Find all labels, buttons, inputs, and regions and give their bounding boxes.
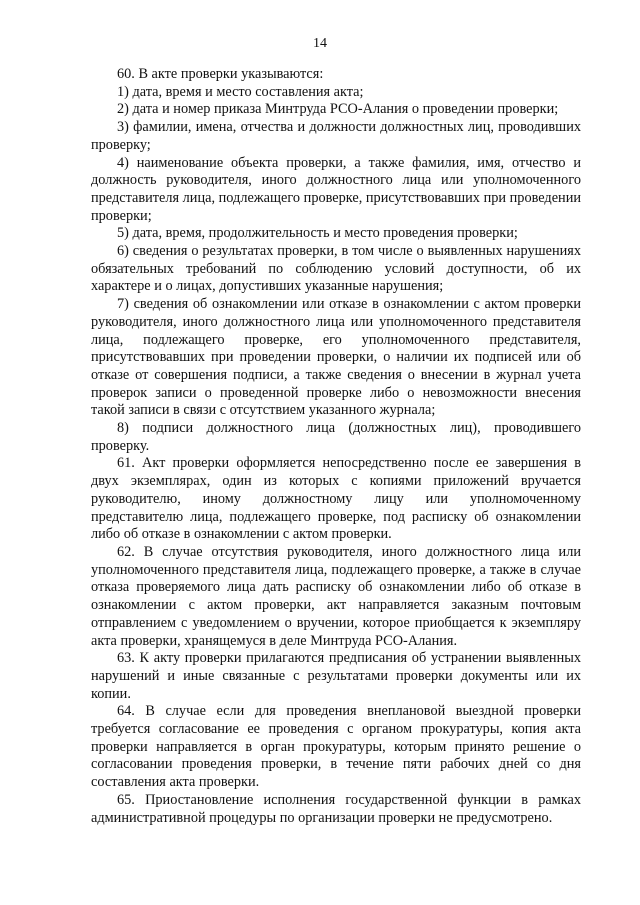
paragraph-item-5: 5) дата, время, продолжительность и место проведения проверки; <box>117 225 518 242</box>
paragraph-60-heading: 60. В акте проверки указываются: <box>117 66 324 82</box>
paragraph-item-4: 4) наименование объекта проверки, а также фамилия, имя, отчество и должность руководителя, иного должностного лица или уполномоченного представителя лица, подлежащего проверке, присутствовавших при проведении проверки; <box>91 154 581 224</box>
paragraph-item-6: 6) сведения о результатах проверки, в том числе о выявленных нарушениях обязательных требований по соблюдению условий доступности, об их характере и о лицах, допустивших указанные нарушения; <box>91 243 581 295</box>
paragraph-item-1: 1) дата, время и место составления акта; <box>117 83 364 100</box>
paragraph-61: 61. Акт проверки оформляется непосредственно после ее завершения в двух экземплярах, один из которых с копиями приложений вручается руководителю, иному должностному лицу или уполномоченному представителю лица, подлежащего проверке, под расписку об ознакомлении либо об отказе в ознакомлении с актом проверки. <box>91 455 581 543</box>
paragraph-65: 65. Приостановление исполнения государственной функции в рамках административной процедуры по организации проверки не предусмотрено. <box>91 791 581 826</box>
paragraph-item-8: 8) подписи должностного лица (должностных лиц), проводившего проверку. <box>91 420 581 454</box>
paragraph-item-7: 7) сведения об ознакомлении или отказе в ознакомлении с актом проверки руководителя, иного должностного лица или уполномоченного представителя лица, подлежащего проверке, его уполномоченного представителя, присутствовавших при проведении проверки, о наличии их подписей или об отказе от совершения подписи, а также сведения о внесении в журнал учета проверок записи о проведенной проверке либо о невозможности внесения такой записи в связи с отсутствием указанного журнала; <box>91 296 581 419</box>
paragraph-64: 64. В случае если для проведения внеплановой выездной проверки требуется согласование ее проведения с органом прокуратуры, копия акта проверки направляется в орган прокуратуры, которым принято решение о согласовании проведения проверки, в течение пяти рабочих дней со дня составления акта проверки. <box>91 703 581 791</box>
document-body <box>91 66 581 827</box>
page-number: 14 <box>313 36 327 51</box>
paragraph-63: 63. К акту проверки прилагаются предписания об устранении выявленных нарушений и иные связанные с результатами проверки документы или их копии. <box>91 650 581 702</box>
paragraph-62: 62. В случае отсутствия руководителя, иного должностного лица или уполномоченного представителя лица, подлежащего проверке, а также в случае отказа проверяемого лица дать расписку об ознакомлении либо об отказе в ознакомлении с актом проверки, акт направляется заказным почтовым отправлением с уведомлением о вручении, которое приобщается к экземпляру акта проверки, хранящемуся в деле Минтруда РСО-Алания. <box>91 543 581 649</box>
paragraph-item-2: 2) дата и номер приказа Минтруда РСО-Алания о проведении проверки; <box>117 101 559 118</box>
paragraph-item-3: 3) фамилии, имена, отчества и должности должностных лиц, проводивших проверку; <box>91 119 581 153</box>
